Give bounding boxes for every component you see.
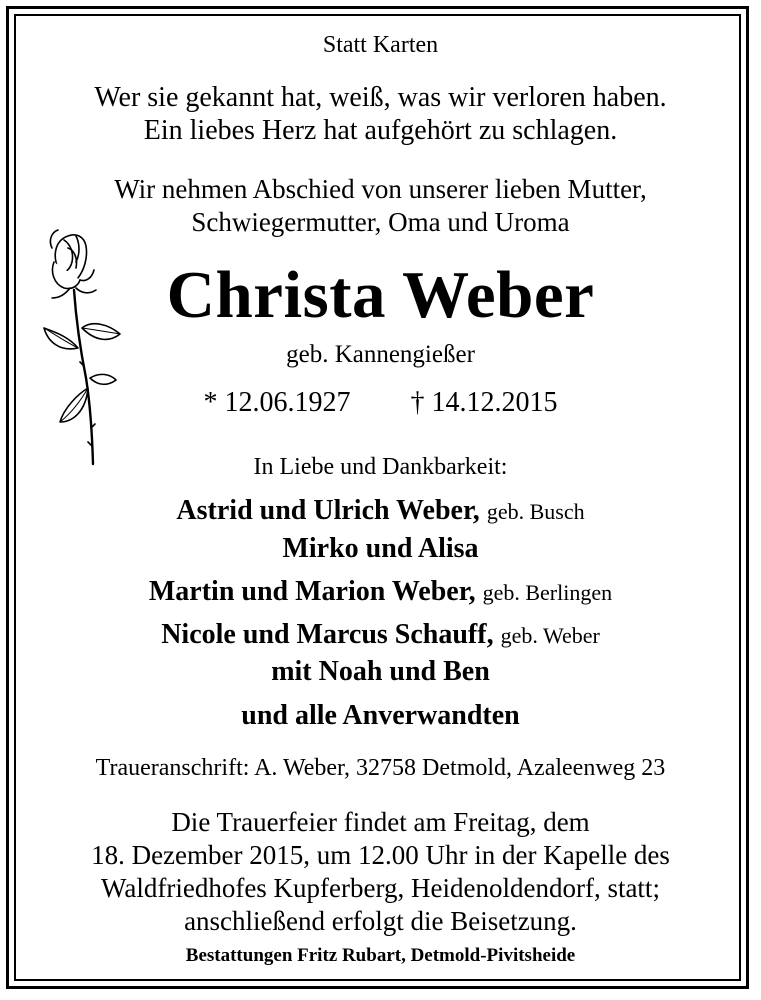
mourner-note: geb. Weber bbox=[500, 623, 600, 648]
ceremony-line-1: Die Trauerfeier findet am Freitag, dem bbox=[171, 807, 590, 837]
mourning-address: Traueranschrift: A. Weber, 32758 Detmold, Azaleenweg 23 bbox=[95, 755, 666, 781]
ceremony-line-2: 18. Dezember 2015, um 12.00 Uhr in der Kapelle des bbox=[91, 840, 670, 870]
mourner-names: Nicole und Marcus Schauff, bbox=[161, 619, 494, 650]
birth-date: * 12.06.1927 bbox=[203, 387, 351, 418]
mourner-line bbox=[0, 535, 761, 563]
mourner-line bbox=[0, 578, 761, 606]
mourner-names: und alle Anverwandten bbox=[241, 700, 520, 731]
mourner-note: geb. Busch bbox=[486, 499, 585, 524]
intro-line-2: Schwiegermutter, Oma und Uroma bbox=[191, 207, 570, 237]
mourner-line bbox=[0, 658, 761, 686]
mourner-line bbox=[0, 702, 761, 730]
life-dates bbox=[0, 389, 761, 417]
mourner-names: mit Noah und Ben bbox=[271, 656, 490, 687]
death-date: † 14.12.2015 bbox=[410, 387, 558, 418]
mourner-note: geb. Berlingen bbox=[482, 580, 613, 605]
quote-line-2: Ein liebes Herz hat aufgehört zu schlagen. bbox=[143, 115, 618, 146]
intro-line-1: Wir nehmen Abschied von unserer lieben Mutter, bbox=[114, 174, 647, 204]
mourner-names: Mirko und Alisa bbox=[282, 533, 479, 564]
ceremony-line-3: Waldfriedhofes Kupferberg, Heidenoldendorf, statt; bbox=[101, 873, 660, 903]
deceased-name: Christa Weber bbox=[166, 258, 595, 332]
mourner-line bbox=[0, 497, 761, 525]
header-text: Statt Karten bbox=[322, 32, 439, 58]
funeral-home: Bestattungen Fritz Rubart, Detmold-Pivitsheide bbox=[185, 945, 576, 966]
quote-line-1: Wer sie gekannt hat, weiß, was wir verloren haben. bbox=[94, 82, 667, 113]
ceremony-line-4: anschließend erfolgt die Beisetzung. bbox=[184, 906, 577, 936]
birth-name: geb. Kannengießer bbox=[286, 341, 475, 368]
mourners-intro: In Liebe und Dankbarkeit: bbox=[253, 454, 508, 480]
mourner-names: Astrid und Ulrich Weber, bbox=[176, 495, 480, 526]
mourner-names: Martin und Marion Weber, bbox=[148, 576, 476, 607]
mourner-line bbox=[0, 621, 761, 649]
